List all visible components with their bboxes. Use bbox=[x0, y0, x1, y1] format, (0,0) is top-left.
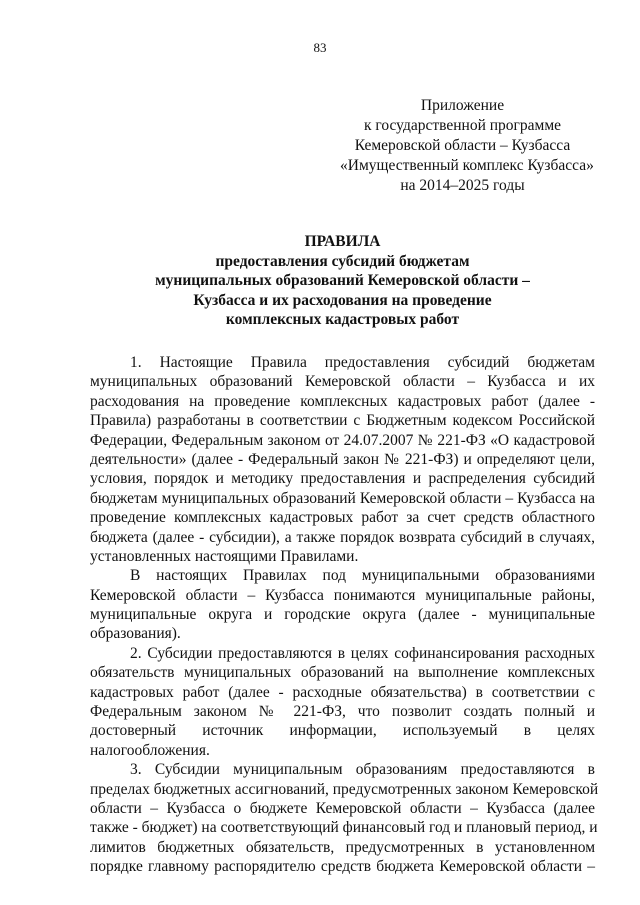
body-line: налогообложения. bbox=[90, 741, 210, 759]
body-line: кадастровых работ (далее - расходные обязательства) в соответствии с bbox=[90, 683, 595, 701]
body-line: муниципальных образований Кемеровской области – Кузбасса и их bbox=[90, 373, 595, 391]
page-number: 83 bbox=[313, 40, 327, 55]
body-line: муниципальные округа и городские округа (далее - муниципальные bbox=[90, 606, 595, 624]
body-line: деятельности» (далее - Федеральный закон № 221-ФЗ) и определяют цели, bbox=[90, 450, 595, 468]
title-main: ПРАВИЛА bbox=[304, 233, 381, 250]
body-text bbox=[90, 353, 599, 877]
appendix-line: «Имущественный комплекс Кузбасса» bbox=[340, 157, 594, 174]
body-line: порядке главному распорядителю средств бюджета Кемеровской области – bbox=[90, 858, 595, 876]
body-line: Кемеровской области – Кузбасса понимаются муниципальные районы, bbox=[90, 586, 595, 604]
appendix-header bbox=[340, 96, 594, 196]
body-line: пределах бюджетных ассигнований, предусмотренных законом Кемеровской bbox=[90, 780, 599, 798]
document-title bbox=[90, 232, 595, 330]
title-subline: предоставления субсидий бюджетам bbox=[215, 252, 470, 270]
body-line: Федерации, Федеральным законом от 24.07.2007 № 221-ФЗ «О кадастровой bbox=[90, 431, 595, 449]
body-line: В настоящих Правилах под муниципальными образованиями bbox=[130, 567, 595, 585]
body-line: расходования на проведение комплексных кадастровых работ (далее - bbox=[90, 392, 595, 410]
body-line: Правила) разработаны в соответствии с Бюджетным кодексом Российской bbox=[90, 412, 595, 430]
body-line: проведение комплексных кадастровых работ за счет средств областного bbox=[90, 509, 595, 527]
appendix-line: Кемеровской области – Кузбасса bbox=[354, 137, 571, 154]
body-line: лимитов бюджетных обязательств, предусмотренных в установленном bbox=[90, 838, 595, 856]
body-line: достоверный источник информации, используемый в целях bbox=[90, 722, 595, 740]
title-subline: муниципальных образований Кемеровской области – bbox=[155, 272, 530, 289]
body-line: бюджетам муниципальных образований Кемеровской области – Кузбасса на bbox=[90, 489, 595, 507]
body-line: 3. Субсидии муниципальным образованиям предоставляются в bbox=[130, 761, 595, 779]
body-line: области – Кузбасса о бюджете Кемеровской области – Кузбасса (далее bbox=[90, 799, 595, 817]
body-line: также - бюджет) на соответствующий финансовый год и плановый период, и bbox=[90, 819, 598, 837]
title-subline: Кузбасса и их расходования на проведение bbox=[193, 291, 492, 309]
body-line: бюджета (далее - субсидии), а также порядок возврата субсидий в случаях, bbox=[90, 528, 595, 546]
title-subline: комплексных кадастровых работ bbox=[225, 311, 460, 328]
body-line: 1. Настоящие Правила предоставления субсидий бюджетам bbox=[130, 354, 595, 371]
appendix-line: на 2014–2025 годы bbox=[400, 177, 525, 194]
body-line: 2. Субсидии предоставляются в целях софинансирования расходных bbox=[130, 644, 595, 662]
body-line: обязательств муниципальных образований на выполнение комплексных bbox=[90, 664, 595, 682]
body-line: условия, порядок и методику предоставления и распределения субсидий bbox=[90, 470, 595, 488]
body-line: установленных настоящими Правилами. bbox=[90, 547, 359, 565]
appendix-line: к государственной программе bbox=[363, 117, 562, 134]
body-line: образования). bbox=[90, 625, 181, 643]
body-line: Федеральным законом № 221-ФЗ, что позволит создать полный и bbox=[90, 703, 595, 721]
appendix-line: Приложение bbox=[420, 97, 505, 114]
